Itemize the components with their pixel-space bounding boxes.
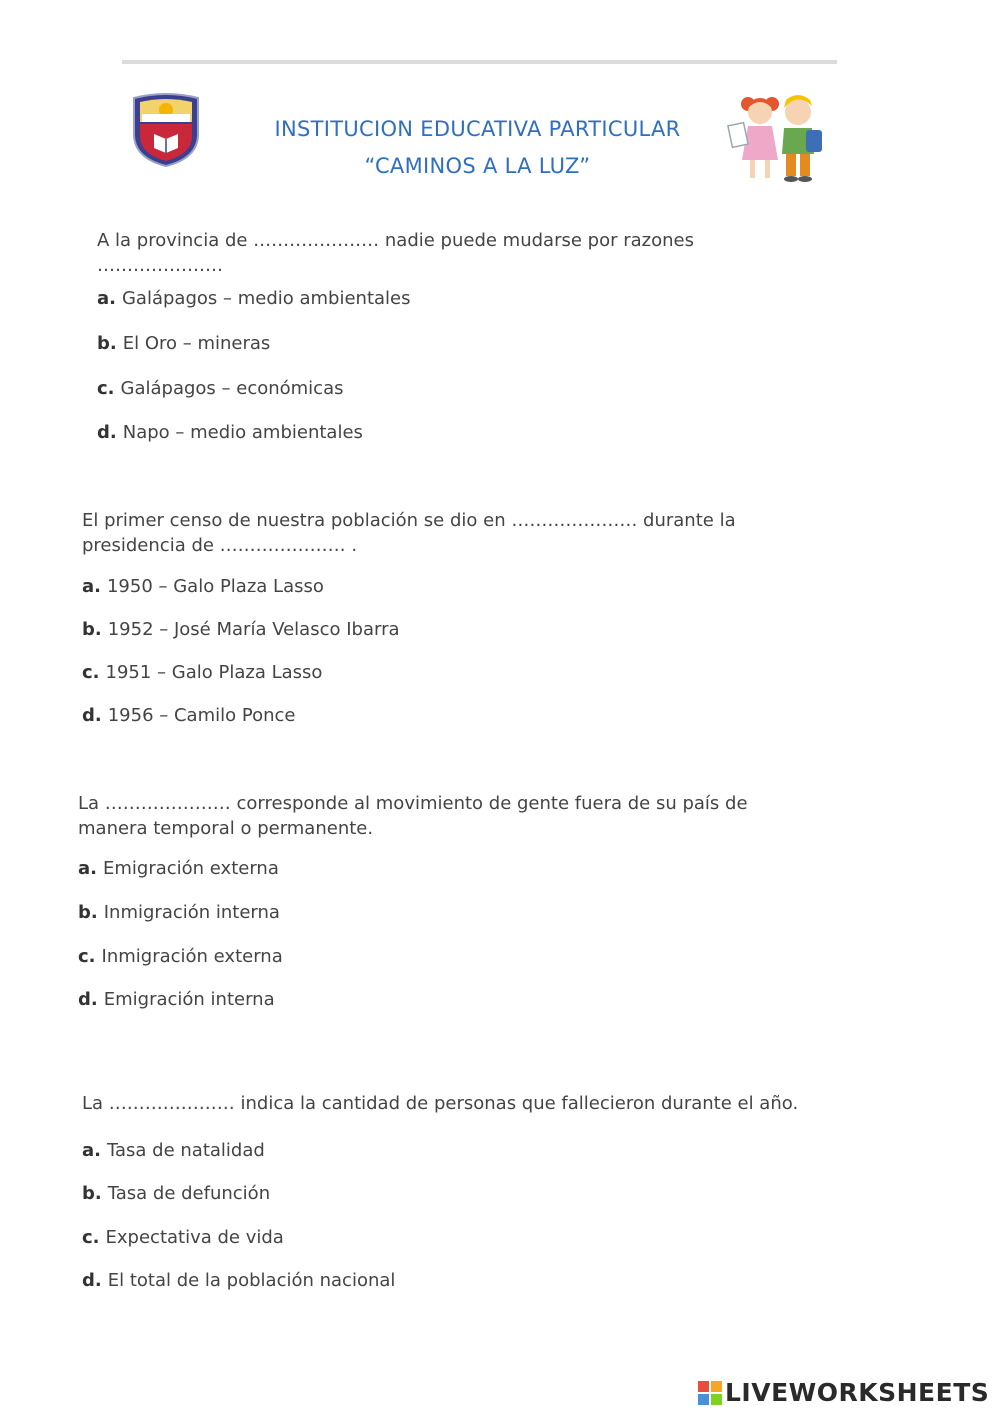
question-3-text: La ………………… corresponde al movimiento de gente fuera de su país de manera temporal o permanente. xyxy=(78,793,748,839)
question-2-option-a: a. 1950 – Galo Plaza Lasso xyxy=(82,576,324,597)
institution-subtitle: “CAMINOS A LA LUZ” xyxy=(364,154,591,178)
question-2-text: El primer censo de nuestra población se dio en ………………… durante la presidencia de ………………… . xyxy=(82,510,736,556)
top-divider xyxy=(122,60,837,64)
institution-name: INSTITUCION EDUCATIVA PARTICULAR xyxy=(274,117,681,141)
question-4-text: La ………………… indica la cantidad de personas que fallecieron durante el año. xyxy=(82,1093,799,1114)
question-4-option-d: d. El total de la población nacional xyxy=(82,1270,396,1291)
question-3-option-c: c. Inmigración externa xyxy=(78,946,283,967)
question-1-option-c: c. Galápagos – económicas xyxy=(97,378,344,399)
liveworksheets-logo-icon xyxy=(697,1380,723,1406)
question-1-option-a: a. Galápagos – medio ambientales xyxy=(97,288,411,309)
question-3-option-a: a. Emigración externa xyxy=(78,858,279,879)
question-4-option-c: c. Expectativa de vida xyxy=(82,1227,284,1248)
question-1-option-d: d. Napo – medio ambientales xyxy=(97,422,363,443)
question-4-option-a: a. Tasa de natalidad xyxy=(82,1140,265,1161)
question-2-option-c: c. 1951 – Galo Plaza Lasso xyxy=(82,662,323,683)
question-4-option-b: b. Tasa de defunción xyxy=(82,1183,271,1204)
school-shield-logo-icon xyxy=(128,92,204,168)
question-3-option-d: d. Emigración interna xyxy=(78,989,275,1010)
question-1-option-b: b. El Oro – mineras xyxy=(97,333,271,354)
question-2-option-b: b. 1952 – José María Velasco Ibarra xyxy=(82,619,400,640)
question-3-option-b: b. Inmigración interna xyxy=(78,902,280,923)
question-1-text: A la provincia de ………………… nadie puede mudarse por razones ………………… xyxy=(97,230,694,276)
children-with-books-illustration-icon xyxy=(722,90,832,186)
question-2-option-d: d. 1956 – Camilo Ponce xyxy=(82,705,296,726)
liveworksheets-brand[interactable] xyxy=(697,1378,989,1407)
brand-label: LIVEWORKSHEETS xyxy=(725,1378,990,1407)
